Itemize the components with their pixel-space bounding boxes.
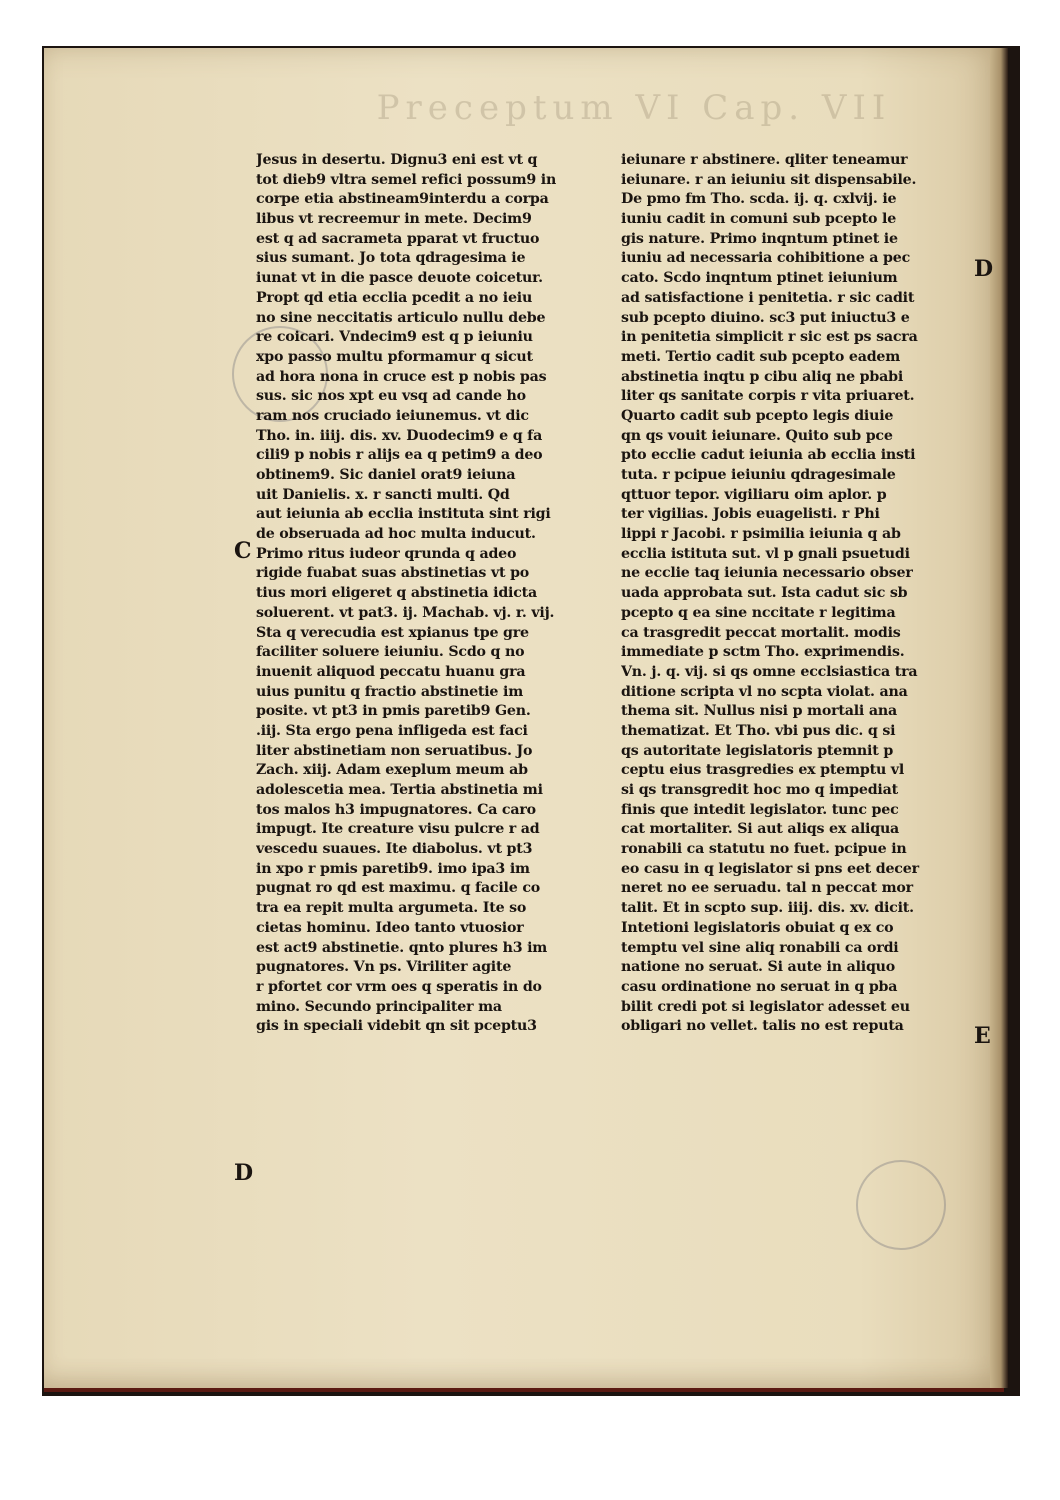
text-line: iunat vt in die pasce deuote coicetur. [256,270,543,287]
book-page [44,48,1004,1392]
text-line: tuta. r pcipue ieiuniu qdragesimale [621,467,896,483]
margin-letter-c: C [234,538,252,564]
text-line: ad hora nona in cruce est p nobis pas [256,368,547,385]
text-line: est q ad sacrameta pparat vt fructuo [256,230,540,247]
text-line: posite. vt pt3 in pmis paretib9 Gen. [256,703,531,720]
text-line: Propt qd etia ecclia pcedit a no ieiu [256,289,533,306]
text-line: adolescetia mea. Tertia abstinetia mi [256,782,543,798]
text-line: bilit credi pot si legislator adesset eu [621,998,910,1015]
text-line: no sine neccitatis articulo nullu debe [256,309,546,326]
text-line: iuniu cadit in comuni sub pcepto le [621,211,897,228]
text-line: Intetioni legislatoris obuiat q ex co [621,919,894,936]
text-line: .iij. Sta ergo pena infligeda est faci [256,722,528,739]
text-line: Zach. xiij. Adam exeplum meum ab [256,762,528,779]
text-line: ecclia istituta sut. vl p gnali psuetudi [621,545,910,562]
text-line: vescedu suaues. Ite diabolus. vt pt3 [256,841,533,858]
text-line: Tho. in. iiij. dis. xv. Duodecim9 e q fa [256,427,543,444]
text-line: qn qs vouit ieiunare. Quito sub pce [621,427,893,444]
text-line: gis in speciali videbit qn sit pceptu3 [256,1018,537,1035]
text-line: ad satisfactione i penitetia. r sic cadit [621,289,915,306]
text-line: pto ecclie cadut ieiunia ab ecclia insti [621,447,916,464]
text-line: cietas hominu. Ideo tanto vtuosior [256,919,524,936]
text-line: ne ecclie taq ieiunia necessario obser [621,565,913,582]
text-line: uit Danielis. x. r sancti multi. Qd [256,486,510,503]
text-line: faciliter soluere ieiuniu. Scdo q no [256,644,525,661]
text-line: thema sit. Nullus nisi p mortali ana [621,703,897,720]
text-line: si qs transgredit hoc mo q impediat [621,782,898,798]
text-line: iuniu ad necessaria cohibitione a pec [621,250,911,267]
text-line: tius mori eligeret q abstinetia idicta [256,585,538,602]
text-line: lippi r Jacobi. r psimilia ieiunia q ab [621,526,901,543]
page-fore-edge [990,48,1008,1388]
text-line: ter vigilias. Jobis euagelisti. r Phi [621,506,880,523]
text-line: ceptu eius trasgredies ex ptemptu vl [621,762,905,779]
text-line: r pfortet cor vrm oes q speratis in do [256,978,542,995]
text-line: sub pcepto diuino. sc3 put iniuctu3 e [621,309,910,326]
text-line: sus. sic nos xpt eu vsq ad cande ho [256,388,526,405]
text-line: qttuor tepor. vigiliaru oim aplor. p [621,486,887,503]
text-line: pugnatores. Vn ps. Viriliter agite [256,959,512,976]
text-line: est act9 abstinetie. qnto plures h3 im [256,939,548,956]
text-line: in penitetia simplicit r sic est ps sacra [621,329,918,346]
text-line: gis nature. Primo inqntum ptinet ie [621,230,898,247]
text-line: soluerent. vt pat3. ij. Machab. vj. r. vij. [256,604,555,621]
margin-letter-d-left: D [234,1160,254,1186]
text-line: ram nos cruciado ieiunemus. vt dic [256,407,529,424]
text-line: pcepto q ea sine nccitate r legitima [621,604,896,621]
text-line: abstinetia inqtu p cibu aliq ne pbabi [621,368,904,385]
text-line: ca trasgredit peccat mortalit. modis [621,624,901,641]
text-line: uada approbata sut. Ista cadut sic sb [621,585,908,602]
text-line: obtinem9. Sic daniel orat9 ieiuna [256,467,516,483]
text-line: cili9 p nobis r alijs ea q petim9 a deo [256,447,543,464]
text-line: Sta q verecudia est xpianus tpe gre [256,624,529,641]
text-column-right [621,151,971,1037]
text-line: impugt. Ite creature visu pulcre r ad [256,821,540,838]
text-line: obligari no vellet. talis no est reputa [621,1018,904,1035]
text-line: liter abstinetiam non seruatibus. Jo [256,742,533,759]
text-column-left [256,151,606,1037]
text-line: xpo passo multu pformamur q sicut [256,348,533,365]
text-line: neret no ee seruadu. tal n peccat mor [621,880,913,897]
text-line: rigide fuabat suas abstinetias vt po [256,565,530,582]
text-line: tos malos h3 impugnatores. Ca caro [256,801,536,818]
library-stamp-right [856,1160,946,1250]
margin-letter-d-right: D [974,256,994,282]
text-line: Primo ritus iudeor qrunda q adeo [256,545,517,562]
text-line: cat mortaliter. Si aut aliqs ex aliqua [621,821,900,838]
text-line: tot dieb9 vltra semel refici possum9 in [256,171,557,188]
text-line: eo casu in q legislator si pns eet decer [621,860,919,877]
text-line: meti. Tertio cadit sub pcepto eadem [621,348,901,365]
text-line: pugnat ro qd est maximu. q facile co [256,880,541,897]
margin-letter-e-right: E [974,1023,991,1049]
text-line: ronabili ca statutu no fuet. pcipue in [621,841,907,858]
text-line: uius punitu q fractio abstinetie im [256,683,524,700]
text-line: inuenit aliquod peccatu huanu gra [256,663,526,680]
text-line: talit. Et in scpto sup. iiij. dis. xv. dicit. [621,900,914,917]
text-line: thematizat. Et Tho. vbi pus dic. q si [621,722,896,739]
text-line: finis que intedit legislator. tunc pec [621,801,899,818]
text-line: libus vt recreemur in mete. Decim9 [256,211,532,228]
text-line: Jesus in desertu. Dignu3 eni est vt q [256,152,538,168]
text-line: tra ea repit multa argumeta. Ite so [256,900,527,917]
text-line: ieiunare. r an ieiuniu sit dispensabile. [621,171,917,188]
text-line: natione no seruat. Si aute in aliquo [621,959,896,976]
text-line: re coicari. Vndecim9 est q p ieiuniu [256,329,533,346]
text-line: ditione scripta vl no scpta violat. ana [621,683,908,700]
text-line: De pmo fm Tho. scda. ij. q. cxlvij. ie [621,191,897,208]
text-line: aut ieiunia ab ecclia instituta sint rigi [256,506,551,523]
text-line: de obseruada ad hoc multa inducut. [256,526,536,543]
text-line: qs autoritate legislatoris ptemnit p [621,742,894,759]
text-line: mino. Secundo principaliter ma [256,998,502,1015]
text-line: ieiunare r abstinere. qliter teneamur [621,152,908,168]
text-line: liter qs sanitate corpis r vita priuaret. [621,388,915,405]
text-line: Quarto cadit sub pcepto legis diuie [621,407,894,424]
text-line: temptu vel sine aliq ronabili ca ordi [621,939,899,956]
text-line: casu ordinatione no seruat in q pba [621,978,898,995]
text-line: Vn. j. q. vij. si qs omne ecclsiastica tra [621,663,918,680]
text-line: sius sumant. Jo tota qdragesima ie [256,250,526,267]
text-line: in xpo r pmis paretib9. imo ipa3 im [256,860,530,877]
running-head: Preceptum VI Cap. VII [376,88,892,128]
text-line: cato. Scdo inqntum ptinet ieiunium [621,270,898,287]
text-line: immediate p sctm Tho. exprimendis. [621,644,905,661]
text-line: corpe etia abstineam9interdu a corpa [256,191,549,208]
